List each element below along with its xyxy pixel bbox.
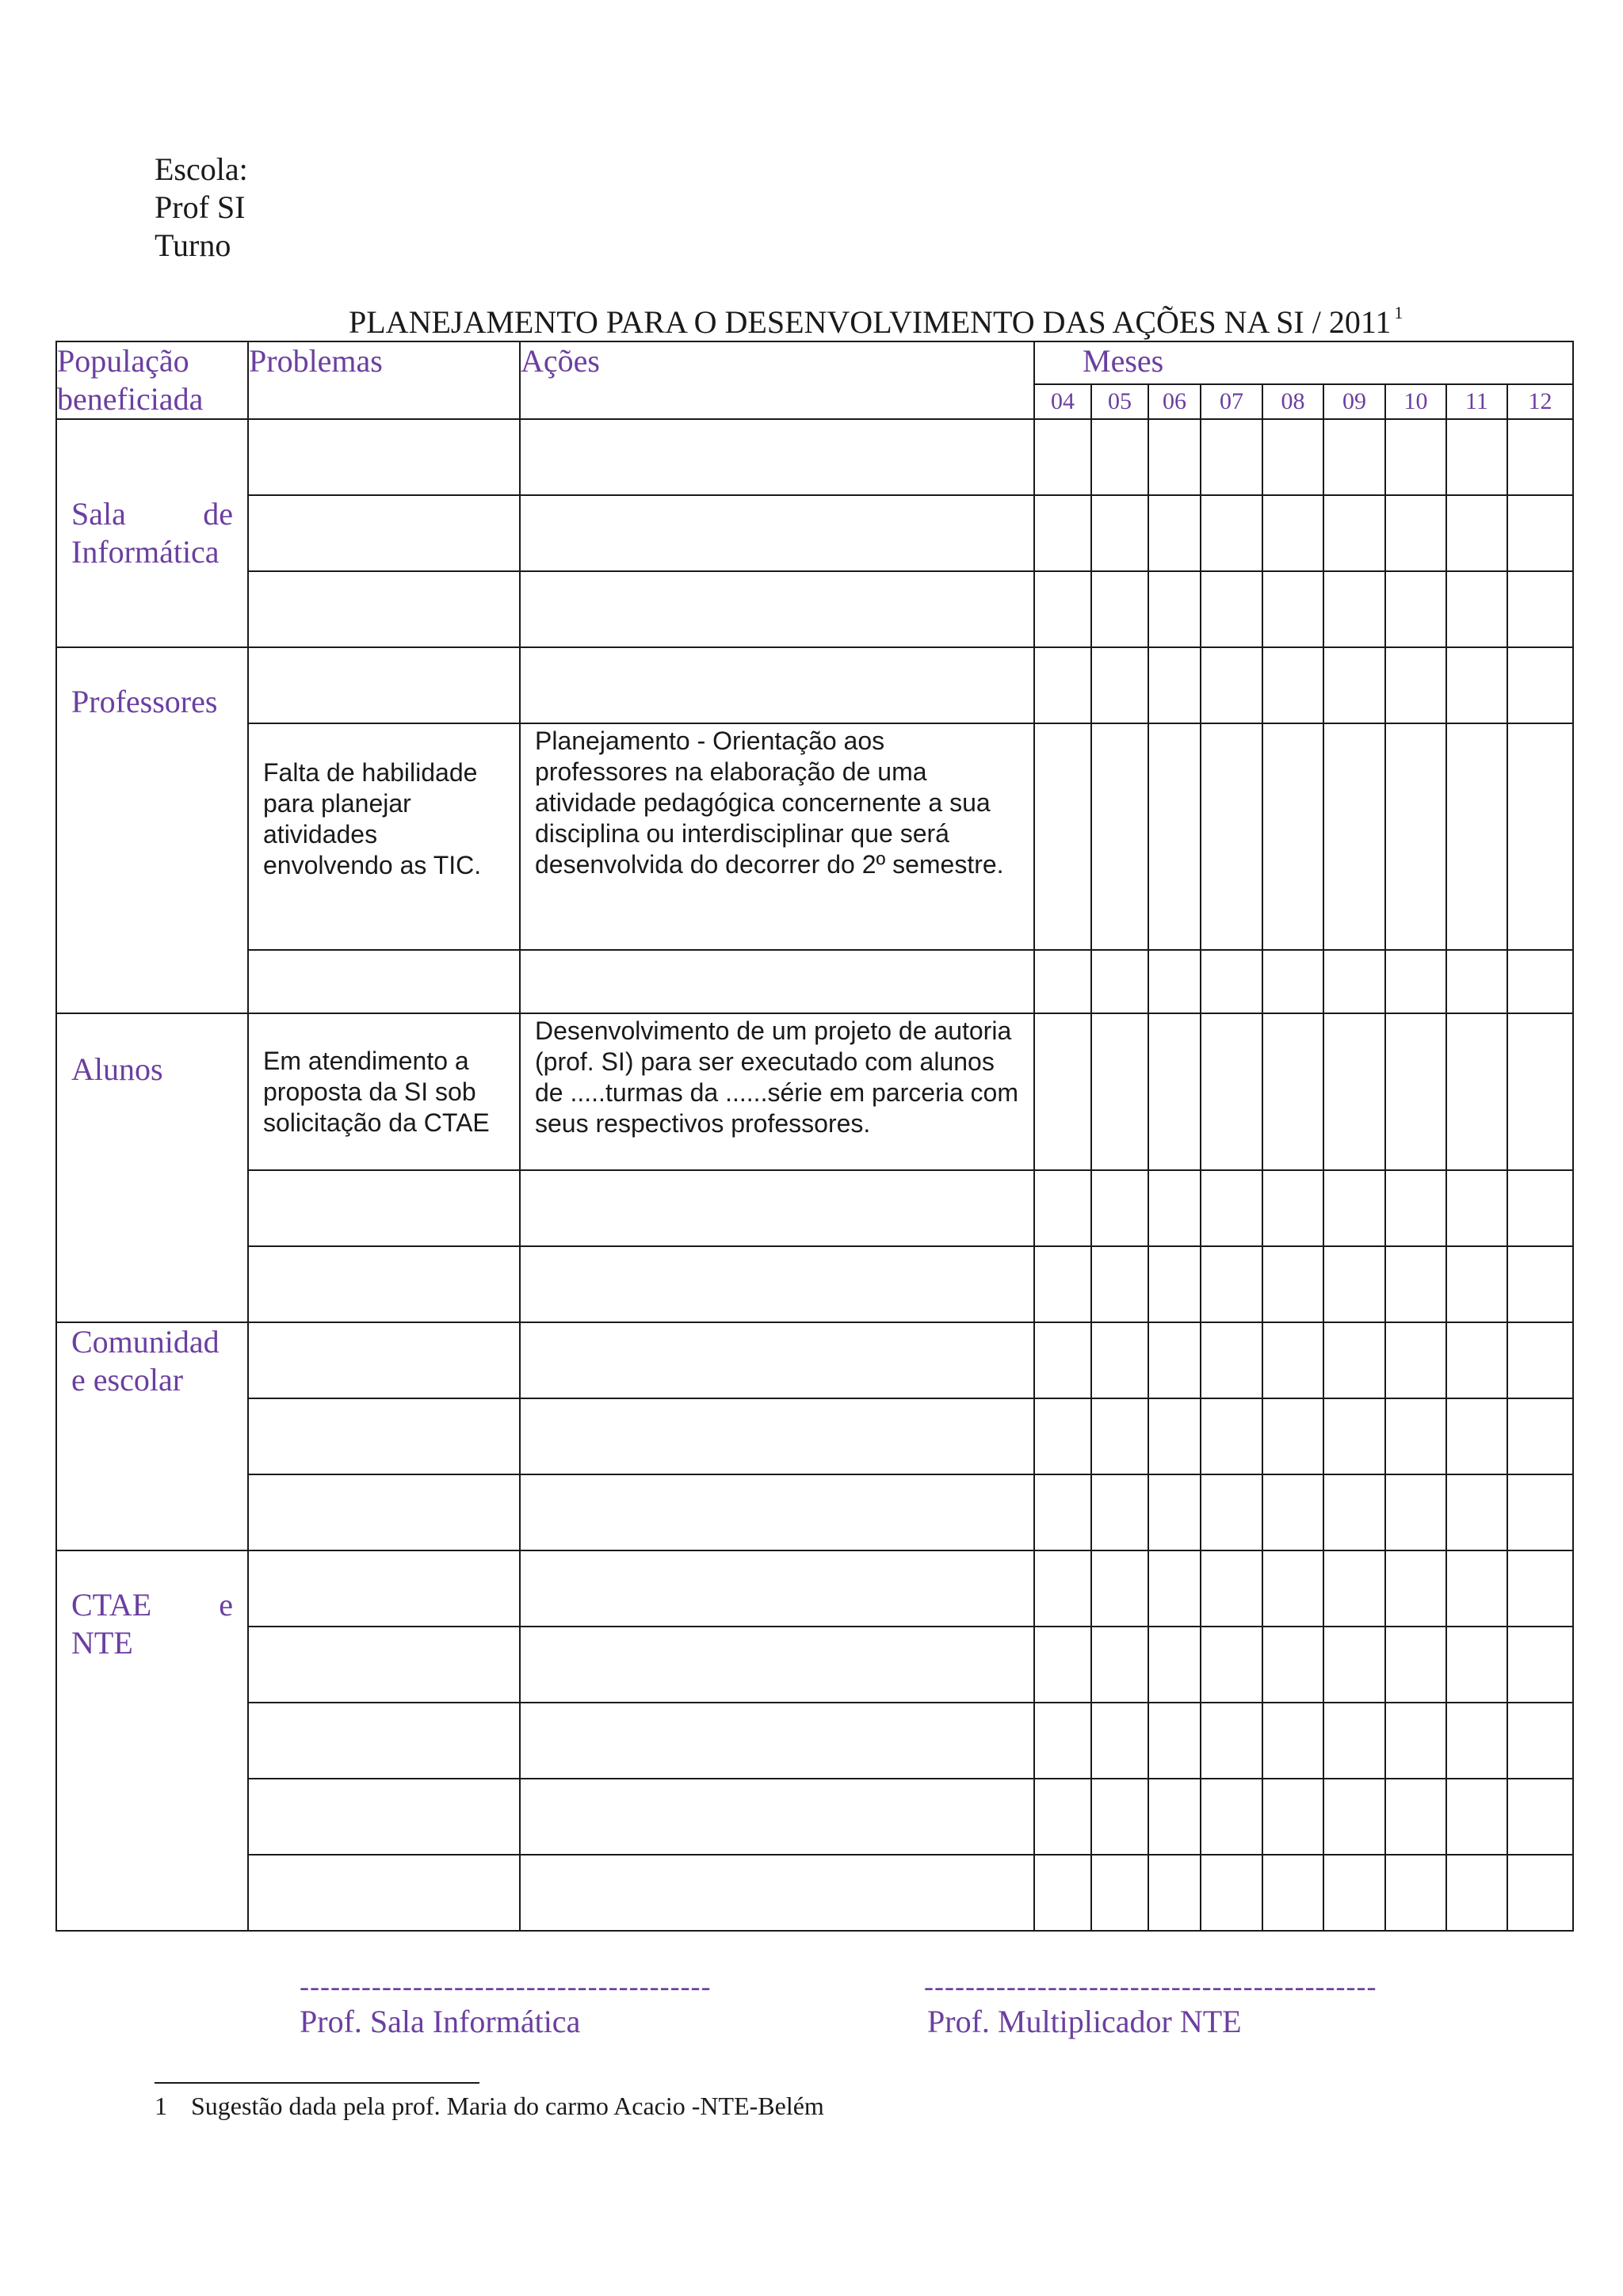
table-row: [56, 1246, 1573, 1322]
month-04: 04: [1034, 384, 1091, 419]
table-cell: [1148, 1398, 1201, 1474]
document-title: [349, 303, 1403, 341]
table-cell: [248, 1246, 520, 1322]
table-cell: [520, 1474, 1034, 1550]
table-cell: [1201, 1703, 1262, 1779]
table-cell: [1323, 419, 1385, 495]
table-cell: [1091, 571, 1148, 647]
table-cell: [1148, 1550, 1201, 1627]
table-cell: [1446, 723, 1507, 950]
table-cell: [1034, 1013, 1091, 1170]
footnote: [155, 2092, 824, 2121]
table-cell: [1323, 647, 1385, 723]
table-cell: [248, 950, 520, 1013]
table-cell: [1385, 950, 1446, 1013]
table-cell: [1323, 1474, 1385, 1550]
table-cell: [1446, 495, 1507, 571]
table-cell: [1262, 1322, 1323, 1398]
school-header: [155, 151, 248, 265]
table-cell: [1323, 950, 1385, 1013]
table-row: [56, 1322, 1573, 1398]
table-cell: [1091, 950, 1148, 1013]
header-populacao-line1: População: [57, 343, 189, 379]
table-cell: [1148, 1779, 1201, 1855]
table-cell: [520, 1703, 1034, 1779]
table-cell: [1323, 571, 1385, 647]
table-cell: [1507, 1703, 1573, 1779]
table-cell: [1446, 1855, 1507, 1931]
table-cell: [248, 1855, 520, 1931]
prof-si-label: Prof SI: [155, 189, 246, 225]
table-cell: [1201, 1474, 1262, 1550]
table-cell: [1262, 1779, 1323, 1855]
table-cell: [1385, 1170, 1446, 1246]
prof-acao-cell: Planejamento - Orientação aos professores na elaboração de uma atividade pedagógica concernente a sua disciplina ou interdisciplinar que será desenvolvida do decorrer do 2º semestre.: [520, 723, 1034, 950]
table-cell: [1034, 1855, 1091, 1931]
table-cell: [1148, 1855, 1201, 1931]
table-cell: [1034, 1246, 1091, 1322]
table-cell: [1262, 1013, 1323, 1170]
table-cell: [1385, 495, 1446, 571]
table-cell: [1323, 1855, 1385, 1931]
table-cell: [1446, 1550, 1507, 1627]
table-cell: [1034, 419, 1091, 495]
signature-label-left: Prof. Sala Informática: [300, 2004, 581, 2039]
table-cell: [1385, 1703, 1446, 1779]
table-cell: [1091, 1703, 1148, 1779]
footnote-divider: [155, 2082, 479, 2084]
table-cell: [520, 950, 1034, 1013]
table-cell: [1262, 1170, 1323, 1246]
table-cell: [1507, 1779, 1573, 1855]
table-cell: [1262, 723, 1323, 950]
table-cell: [1091, 723, 1148, 950]
table-cell: [248, 647, 520, 723]
table-cell: [1446, 1474, 1507, 1550]
table-cell: [1262, 1855, 1323, 1931]
comunidade-line1: Comunidad: [71, 1324, 220, 1360]
table-cell: [1262, 647, 1323, 723]
table-cell: [1507, 647, 1573, 723]
table-cell: [1201, 1779, 1262, 1855]
table-cell: [1262, 950, 1323, 1013]
table-cell: [1446, 1779, 1507, 1855]
table-cell: [1201, 1627, 1262, 1703]
table-cell: [1507, 1627, 1573, 1703]
month-09: 09: [1323, 384, 1385, 419]
table-cell: [1385, 1013, 1446, 1170]
table-cell: [248, 1322, 520, 1398]
month-10: 10: [1385, 384, 1446, 419]
table-cell: [520, 1322, 1034, 1398]
table-cell: [1323, 723, 1385, 950]
table-cell: [248, 571, 520, 647]
table-row: [56, 1550, 1573, 1627]
table-cell: [1201, 1322, 1262, 1398]
table-cell: [1323, 1703, 1385, 1779]
table-cell: [1091, 1398, 1148, 1474]
escola-label: Escola:: [155, 151, 248, 187]
table-cell: [1262, 1246, 1323, 1322]
table-cell: [1148, 723, 1201, 950]
table-cell: [1446, 419, 1507, 495]
table-cell: [1034, 950, 1091, 1013]
table-cell: [1201, 647, 1262, 723]
table-cell: [1385, 1627, 1446, 1703]
table-cell: [520, 1170, 1034, 1246]
table-cell: [1385, 1322, 1446, 1398]
table-cell: [1091, 1627, 1148, 1703]
planning-table: [55, 341, 1574, 1932]
sala-word: Sala: [71, 496, 126, 532]
table-cell: [1091, 1322, 1148, 1398]
prof-problema-cell: Falta de habilidade para planejar atividades envolvendo as TIC.: [248, 723, 520, 950]
table-cell: [1385, 419, 1446, 495]
table-cell: [1446, 1013, 1507, 1170]
table-cell: [1201, 723, 1262, 950]
group-comunidade-escolar: [56, 1322, 248, 1550]
table-cell: [1446, 1703, 1507, 1779]
de-word: de: [203, 496, 233, 532]
table-cell: [1201, 1550, 1262, 1627]
table-cell: [1323, 1322, 1385, 1398]
table-cell: [248, 1550, 520, 1627]
month-11: 11: [1446, 384, 1507, 419]
table-cell: [1091, 495, 1148, 571]
table-cell: [1507, 1246, 1573, 1322]
table-row: [56, 723, 1573, 950]
table-cell: [1323, 1246, 1385, 1322]
table-cell: [1201, 1398, 1262, 1474]
table-cell: [520, 1398, 1034, 1474]
table-cell: [1323, 1398, 1385, 1474]
table-cell: [1323, 1013, 1385, 1170]
table-cell: [1148, 1322, 1201, 1398]
signature-line-left: ----------------------------------------: [300, 1970, 712, 2002]
table-cell: [248, 1779, 520, 1855]
table-cell: [520, 419, 1034, 495]
group-sala-informatica: [56, 419, 248, 647]
table-cell: [1201, 1013, 1262, 1170]
table-cell: [1034, 1627, 1091, 1703]
table-cell: [1034, 723, 1091, 950]
table-row: [56, 647, 1573, 723]
table-cell: [1507, 571, 1573, 647]
table-cell: [1507, 419, 1573, 495]
table-cell: [1148, 1703, 1201, 1779]
table-cell: [1091, 1013, 1148, 1170]
table-cell: [1201, 1246, 1262, 1322]
table-row: [56, 1627, 1573, 1703]
comunidade-line2: e escolar: [71, 1362, 184, 1398]
table-cell: [1507, 1322, 1573, 1398]
document-title-text: PLANEJAMENTO PARA O DESENVOLVIMENTO DAS AÇÕES NA SI / 2011: [349, 304, 1392, 340]
table-cell: [1201, 950, 1262, 1013]
table-cell: [520, 1855, 1034, 1931]
table-row: [56, 1855, 1573, 1931]
group-professores: Professores: [56, 647, 248, 1013]
table-cell: [1148, 495, 1201, 571]
table-cell: [520, 571, 1034, 647]
table-cell: [1148, 419, 1201, 495]
table-row: [56, 1474, 1573, 1550]
table-cell: [1446, 1398, 1507, 1474]
table-cell: [248, 1474, 520, 1550]
table-cell: [248, 1703, 520, 1779]
table-row: [56, 1703, 1573, 1779]
alunos-acao-cell: Desenvolvimento de um projeto de autoria (prof. SI) para ser executado com alunos de .....turmas da ......série em parceria com seus respectivos professores.: [520, 1013, 1034, 1170]
table-cell: [1385, 1550, 1446, 1627]
e-word: e: [219, 1587, 233, 1623]
table-cell: [1507, 1013, 1573, 1170]
table-cell: [1091, 1855, 1148, 1931]
table-cell: [1262, 1398, 1323, 1474]
table-cell: [1446, 950, 1507, 1013]
table-cell: [1034, 1398, 1091, 1474]
turno-label: Turno: [155, 227, 231, 263]
table-cell: [1201, 495, 1262, 571]
table-cell: [1262, 419, 1323, 495]
table-cell: [1323, 1779, 1385, 1855]
table-row: [56, 1398, 1573, 1474]
signature-line-right: --------------------------------------------: [924, 1970, 1377, 2002]
table-cell: [1262, 1627, 1323, 1703]
table-row: [56, 1013, 1573, 1170]
table-cell: [1385, 1855, 1446, 1931]
table-cell: [1323, 1550, 1385, 1627]
group-alunos: Alunos: [56, 1013, 248, 1322]
table-cell: [248, 1170, 520, 1246]
table-cell: [1507, 1550, 1573, 1627]
table-cell: [1148, 1246, 1201, 1322]
table-cell: [1446, 571, 1507, 647]
month-06: 06: [1148, 384, 1201, 419]
month-05: 05: [1091, 384, 1148, 419]
table-cell: [1507, 950, 1573, 1013]
table-cell: [1446, 1322, 1507, 1398]
alunos-problema-cell: Em atendimento a proposta da SI sob solicitação da CTAE: [248, 1013, 520, 1170]
table-row: [56, 495, 1573, 571]
table-cell: [1034, 571, 1091, 647]
table-cell: [1385, 1779, 1446, 1855]
table-cell: [1201, 571, 1262, 647]
table-cell: [248, 419, 520, 495]
table-row: [56, 571, 1573, 647]
header-populacao-line2: beneficiada: [57, 381, 204, 417]
table-cell: [1323, 1170, 1385, 1246]
table-row: [56, 1779, 1573, 1855]
table-cell: [1148, 571, 1201, 647]
table-cell: [1148, 647, 1201, 723]
table-cell: [1385, 647, 1446, 723]
table-cell: [1507, 1855, 1573, 1931]
table-cell: [1148, 1627, 1201, 1703]
header-populacao: [56, 341, 248, 419]
table-cell: [1091, 1246, 1148, 1322]
table-cell: [1507, 1474, 1573, 1550]
table-cell: [1446, 1627, 1507, 1703]
month-12: 12: [1507, 384, 1573, 419]
table-cell: [1446, 647, 1507, 723]
table-cell: [520, 647, 1034, 723]
table-cell: [1446, 1246, 1507, 1322]
header-acoes: Ações: [520, 341, 1034, 419]
table-cell: [248, 1627, 520, 1703]
table-cell: [1507, 1170, 1573, 1246]
header-meses: Meses: [1034, 341, 1573, 384]
table-cell: [1034, 1474, 1091, 1550]
table-cell: [520, 1627, 1034, 1703]
table-cell: [1034, 647, 1091, 723]
table-cell: [520, 1779, 1034, 1855]
table-cell: [1262, 1474, 1323, 1550]
table-cell: [1262, 571, 1323, 647]
footnote-number: 1: [155, 2092, 167, 2120]
table-cell: [1262, 495, 1323, 571]
table-cell: [1507, 495, 1573, 571]
signature-label-right: Prof. Multiplicador NTE: [927, 2004, 1242, 2039]
header-problemas: Problemas: [248, 341, 520, 419]
group-ctae-nte: [56, 1550, 248, 1931]
table-cell: [1034, 1779, 1091, 1855]
table-cell: [1201, 1855, 1262, 1931]
table-cell: [1034, 495, 1091, 571]
nte-word: NTE: [71, 1625, 133, 1661]
month-08: 08: [1262, 384, 1323, 419]
table-cell: [1091, 1170, 1148, 1246]
table-cell: [1385, 1398, 1446, 1474]
table-cell: [1201, 1170, 1262, 1246]
table-row: [56, 419, 1573, 495]
table-cell: [1262, 1703, 1323, 1779]
table-cell: [1034, 1322, 1091, 1398]
month-07: 07: [1201, 384, 1262, 419]
table-cell: [1385, 1246, 1446, 1322]
table-cell: [1148, 1474, 1201, 1550]
table-cell: [1323, 1627, 1385, 1703]
table-cell: [1148, 1013, 1201, 1170]
table-cell: [1385, 571, 1446, 647]
table-cell: [248, 495, 520, 571]
table-cell: [1148, 1170, 1201, 1246]
table-cell: [1262, 1550, 1323, 1627]
table-cell: [1201, 419, 1262, 495]
title-footnote-ref: 1: [1394, 303, 1403, 322]
table-row: [56, 1170, 1573, 1246]
table-cell: [1091, 419, 1148, 495]
table-cell: [520, 495, 1034, 571]
table-cell: [1446, 1170, 1507, 1246]
table-cell: [1034, 1170, 1091, 1246]
table-cell: [1507, 723, 1573, 950]
informatica-word: Informática: [71, 534, 220, 570]
footnote-text: Sugestão dada pela prof. Maria do carmo Acacio -NTE-Belém: [191, 2092, 824, 2120]
table-cell: [1148, 950, 1201, 1013]
table-cell: [1034, 1550, 1091, 1627]
table-cell: [1034, 1703, 1091, 1779]
table-cell: [1507, 1398, 1573, 1474]
table-cell: [248, 1398, 520, 1474]
table-cell: [520, 1246, 1034, 1322]
table-cell: [1091, 1779, 1148, 1855]
table-cell: [1385, 1474, 1446, 1550]
table-cell: [520, 1550, 1034, 1627]
table-cell: [1091, 647, 1148, 723]
table-cell: [1323, 495, 1385, 571]
table-cell: [1091, 1474, 1148, 1550]
table-cell: [1091, 1550, 1148, 1627]
table-row: [56, 950, 1573, 1013]
table-cell: [1385, 723, 1446, 950]
ctae-word: CTAE: [71, 1587, 152, 1623]
